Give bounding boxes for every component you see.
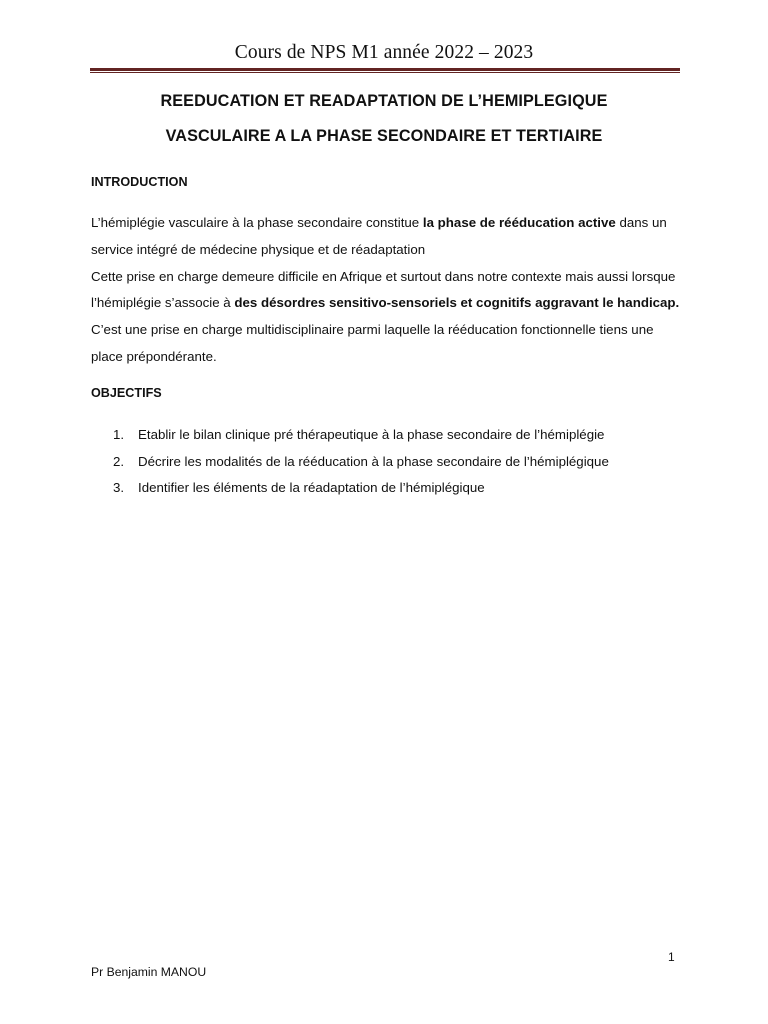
introduction-paragraph-2 [91, 264, 681, 371]
objective-text: Identifier les éléments de la réadaptation de l’hémiplégique [138, 480, 485, 495]
document-title-line-1: REEDUCATION ET READAPTATION DE L’HEMIPLEGIQUE [160, 92, 608, 110]
intro-p2-text-a: Cette prise en charge demeure difficile en Afrique et surtout dans notre contexte mais aussi lorsque l’hémiplégie s’associe à [91, 268, 676, 311]
objective-item [113, 475, 673, 502]
intro-p1-bold: la phase de rééducation active [422, 215, 616, 230]
intro-p1-text-a: L’hémiplégie vasculaire à la phase secondaire constitue [91, 215, 423, 230]
objective-number: 2. [113, 453, 125, 469]
header-rule [90, 68, 680, 73]
page-number: 1 [668, 950, 675, 964]
page-header: Cours de NPS M1 année 2022 – 2023 [234, 42, 534, 63]
introduction-heading: INTRODUCTION [91, 175, 188, 189]
page-footer-author: Pr Benjamin MANOU [91, 965, 207, 979]
intro-p2-text-b: C’est une prise en charge multidisciplinaire parmi laquelle la rééducation fonctionnelle tiens une place prépondérante. [91, 322, 654, 364]
document-title-line-2: VASCULAIRE A LA PHASE SECONDAIRE ET TERTIAIRE [165, 127, 603, 145]
objective-item [113, 449, 673, 476]
introduction-body [91, 210, 681, 371]
intro-p1-text-b: dans un service intégré de médecine physique et de réadaptation [91, 215, 667, 257]
introduction-paragraph-1 [91, 210, 681, 264]
objective-text: Etablir le bilan clinique pré thérapeutique à la phase secondaire de l’hémiplégie [138, 427, 605, 442]
intro-p2-bold: des désordres sensitivo-sensoriels et cognitifs aggravant le handicap. [234, 295, 680, 311]
objectifs-heading: OBJECTIFS [91, 386, 162, 400]
objective-item [113, 422, 673, 449]
objective-number: 3. [113, 480, 125, 495]
objective-text: Décrire les modalités de la rééducation à la phase secondaire de l’hémiplégique [138, 453, 609, 469]
objectives-list [113, 422, 673, 502]
objective-number: 1. [113, 427, 125, 442]
